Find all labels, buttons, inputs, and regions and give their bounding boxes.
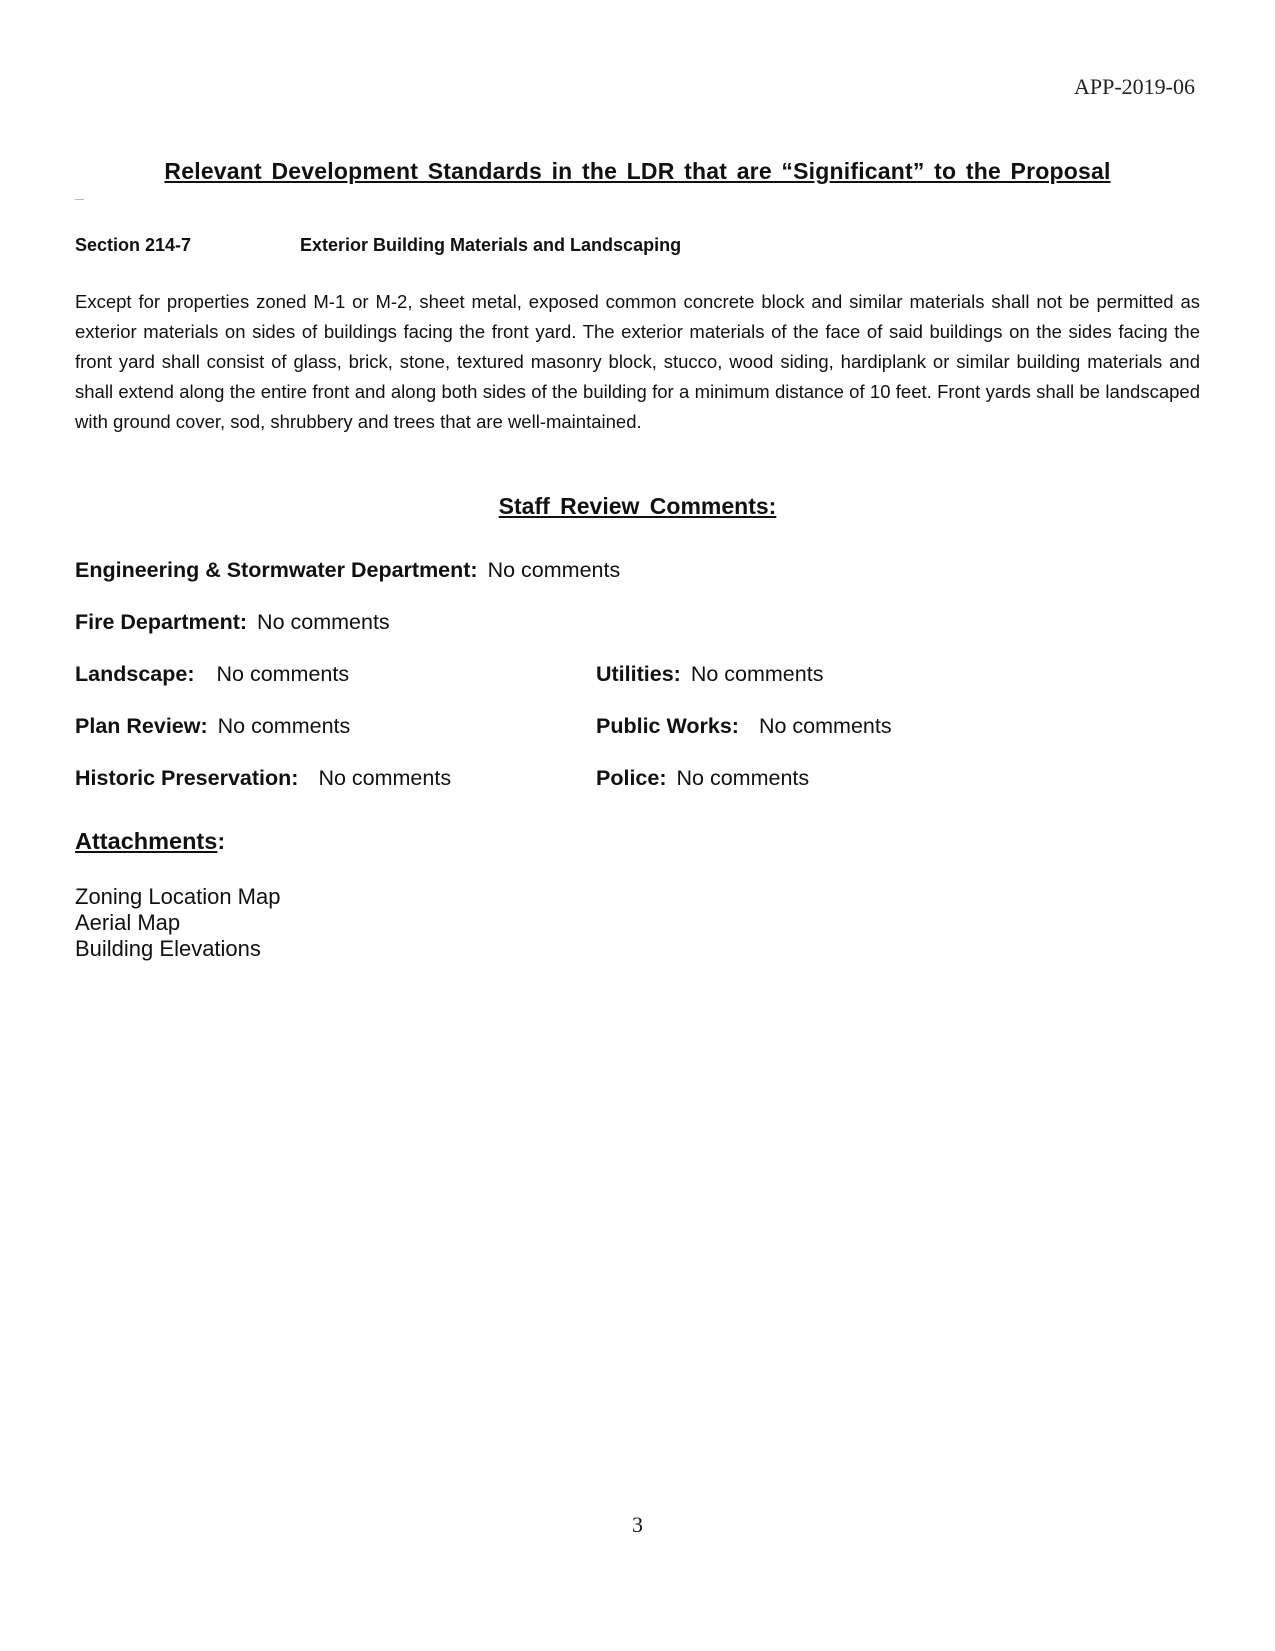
comment-value: No comments — [676, 766, 810, 790]
list-item: Building Elevations — [75, 936, 261, 961]
comment-utilities — [596, 662, 823, 687]
comment-label: Police: — [596, 766, 667, 790]
comment-value: No comments — [216, 662, 350, 686]
attachments-title-colon: : — [217, 828, 226, 854]
comment-label: Landscape: — [75, 662, 195, 686]
comment-value: No comments — [690, 662, 824, 686]
staff-review-title: Staff Review Comments: — [498, 493, 777, 519]
comment-police — [596, 766, 809, 791]
comment-landscape — [75, 662, 349, 687]
comment-label: Historic Preservation: — [75, 766, 299, 790]
section-body-text: Except for properties zoned M-1 or M-2, sheet metal, exposed common concrete block and similar materials shall not be permitted as exterior materials on sides of buildings facing the front yard. The exterior materials of the face of said buildings on the sides facing the front yard shall consist of glass, brick, stone, textured masonry block, stucco, wood siding, hardiplank or similar building materials and shall extend along the entire front and along both sides of the building for a minimum distance of 10 feet. Front yards shall be landscaped with ground cover, sod, shrubbery and trees that are well-maintained. — [75, 291, 1200, 432]
comment-value: No comments — [758, 714, 892, 738]
page-title: Relevant Development Standards in the LDR that are “Significant” to the Proposal — [164, 158, 1111, 184]
comment-label: Utilities: — [596, 662, 681, 686]
list-item: Aerial Map — [75, 910, 181, 935]
comment-plan-review — [75, 714, 350, 739]
comment-label: Engineering & Stormwater Department: — [75, 558, 478, 582]
page-number: 3 — [632, 1512, 643, 1537]
decorative-mark — [75, 199, 84, 200]
comment-label: Plan Review: — [75, 714, 208, 738]
comment-fire — [75, 610, 390, 635]
attachments-title — [75, 828, 225, 855]
section-number: Section 214-7 — [75, 235, 192, 255]
comment-value: No comments — [318, 766, 452, 790]
comment-label: Public Works: — [596, 714, 739, 738]
comment-value: No comments — [487, 558, 621, 582]
document-id: APP-2019-06 — [1073, 74, 1195, 99]
list-item: Zoning Location Map — [75, 884, 281, 909]
attachments-list — [75, 884, 280, 962]
section-heading — [75, 235, 681, 256]
comment-public-works — [596, 714, 892, 739]
comment-value: No comments — [217, 714, 351, 738]
comment-engineering — [75, 558, 620, 583]
comment-value: No comments — [257, 610, 390, 634]
section-title: Exterior Building Materials and Landscaping — [300, 235, 682, 255]
attachments-title-text: Attachments — [75, 828, 218, 854]
comment-label: Fire Department: — [75, 610, 248, 634]
comment-historic-preservation — [75, 766, 451, 791]
